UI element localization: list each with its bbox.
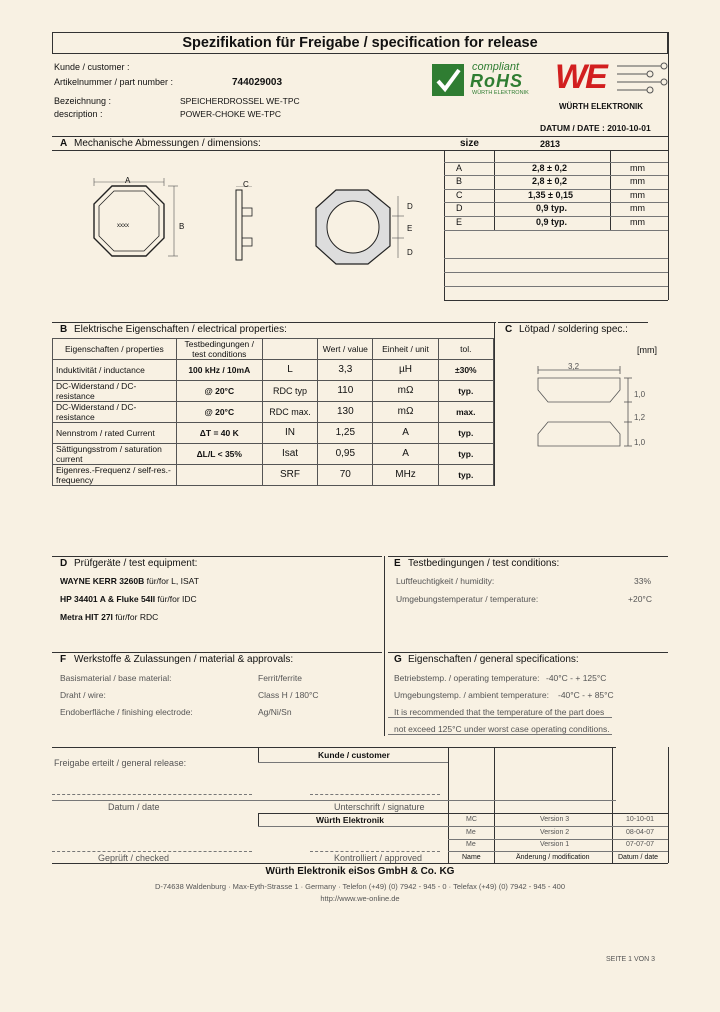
dimension-unit: mm	[630, 176, 645, 186]
size-value: 2813	[540, 139, 561, 149]
property-name: Eigenres.-Frequenz / self-res.-frequency	[53, 465, 177, 486]
dimension-name: D	[456, 203, 463, 213]
footer-company: Würth Elektronik eiSos GmbH & Co. KG	[265, 866, 455, 877]
test-condition	[176, 465, 262, 486]
tolerance: typ.	[438, 423, 493, 444]
designation-value: SPEICHERDROSSEL WE-TPC	[180, 96, 300, 106]
test-condition: ΔT = 40 K	[176, 423, 262, 444]
temperature-value: +20°C	[628, 594, 652, 604]
dimension-name: E	[456, 217, 463, 227]
section-d-title	[60, 558, 197, 569]
dimension-value: 2,8 ± 0,2	[532, 176, 567, 186]
electrical-properties-table	[52, 338, 494, 486]
brand-name: WÜRTH ELEKTRONIK	[559, 102, 643, 111]
symbol: RDC max.	[262, 402, 317, 423]
property-name: DC-Widerstand / DC-resistance	[53, 402, 177, 423]
solder-h3: 1,0	[634, 438, 646, 447]
section-b-title-text: Elektrische Eigenschaften / electrical properties:	[74, 324, 287, 335]
description-value: POWER-CHOKE WE-TPC	[180, 109, 282, 119]
customer-release-label: Kunde / customer	[318, 750, 390, 760]
equipment-purpose: für/for IDC	[155, 594, 197, 604]
rohs-sub-text: WÜRTH ELEKTRONIK	[472, 90, 529, 96]
dimension-row	[444, 176, 668, 189]
unit: A	[373, 423, 438, 444]
date-label: Datum / date	[108, 802, 160, 812]
solder-width: 3,2	[568, 362, 580, 371]
property-name: DC-Widerstand / DC-resistance	[53, 381, 177, 402]
dimension-unit: mm	[630, 217, 645, 227]
approved-label: Kontrolliert / approved	[334, 853, 423, 863]
part-number-value: 744029003	[232, 77, 283, 88]
rohs-text: RoHS	[470, 71, 523, 91]
table-row	[53, 444, 494, 465]
property-name: Nennstrom / rated Current	[53, 423, 177, 444]
footer-address: D-74638 Waldenburg · Max-Eyth-Strasse 1 · Germany · Telefon (+49) (0) 7942 - 945 - 0 · Telefax (+49) (0) 7942 - 945 - 400	[154, 882, 566, 891]
symbol: SRF	[262, 465, 317, 486]
table-header-row	[53, 339, 494, 360]
section-f-title-text: Werkstoffe & Zulassungen / material & approvals:	[74, 654, 294, 665]
table-row	[53, 423, 494, 444]
bottom-view-drawing	[310, 186, 420, 272]
signature-label: Unterschrift / signature	[334, 802, 425, 812]
tolerance: typ.	[438, 444, 493, 465]
dimension-unit: mm	[630, 203, 645, 213]
equipment-line	[60, 612, 158, 622]
label-d1: D	[407, 202, 413, 211]
section-e-letter: E	[394, 558, 401, 569]
equipment-name: HP 34401 A & Fluke 54II	[60, 594, 156, 604]
ambient-temp-value: -40°C - + 85°C	[558, 690, 614, 700]
section-e-title-text: Testbedingungen / test conditions:	[408, 558, 560, 569]
temp-note-line1: It is recommended that the temperature of the part does	[394, 707, 605, 717]
page-title: Spezifikation für Freigabe / specification for release	[52, 32, 668, 54]
section-a-letter: A	[60, 138, 68, 149]
finishing-value: Ag/Ni/Sn	[258, 707, 292, 717]
dimension-row	[444, 190, 668, 203]
rev-name: MC	[466, 816, 477, 823]
section-c-title	[505, 324, 628, 335]
equipment-purpose: für/for L, ISAT	[144, 576, 199, 586]
header-properties: Eigenschaften / properties	[53, 339, 177, 360]
test-condition: @ 20°C	[176, 402, 262, 423]
value: 0,95	[318, 444, 373, 465]
dimension-name: B	[456, 176, 463, 186]
rev-name: Me	[466, 829, 476, 836]
finishing-label: Endoberfläche / finishing electrode:	[60, 707, 193, 717]
dimension-value: 2,8 ± 0,2	[532, 163, 567, 173]
rev-date: 07-07-07	[626, 841, 655, 848]
section-e-title	[394, 558, 559, 569]
unit: MHz	[373, 465, 438, 486]
description-label: description :	[54, 109, 103, 119]
temp-note-line2: not exceed 125°C under worst case operating conditions.	[394, 724, 610, 734]
property-name: Induktivität / inductance	[53, 360, 177, 381]
rev-change: Version 3	[540, 816, 570, 823]
label-c: C	[243, 180, 249, 189]
we-release-label: Würth Elektronik	[316, 815, 385, 825]
dimension-name: C	[456, 190, 463, 200]
equipment-name: Metra HIT 27I	[60, 612, 113, 622]
table-row	[53, 360, 494, 381]
section-c-letter: C	[505, 324, 513, 335]
unit: mΩ	[373, 402, 438, 423]
tolerance: typ.	[438, 381, 493, 402]
we-logo-letters: WE	[555, 58, 606, 96]
unit: A	[373, 444, 438, 465]
dimension-row	[444, 217, 668, 230]
header-symbol	[262, 339, 317, 360]
symbol: IN	[262, 423, 317, 444]
page-number: SEITE 1 VON 3	[606, 956, 656, 963]
solder-h2: 1,2	[634, 413, 646, 422]
top-view-drawing	[84, 176, 194, 270]
tolerance: typ.	[438, 465, 493, 486]
humidity-label: Luftfeuchtigkeit / humidity:	[396, 576, 495, 586]
equipment-line	[60, 576, 199, 586]
label-b: B	[179, 222, 185, 231]
section-d-title-text: Prüfgeräte / test equipment:	[74, 558, 198, 569]
base-material-label: Basismaterial / base material:	[60, 673, 172, 683]
property-name: Sättigungsstrom / saturation current	[53, 444, 177, 465]
rev-change: Version 1	[540, 841, 570, 848]
rev-name: Me	[466, 841, 476, 848]
dimension-row	[444, 163, 668, 176]
humidity-value: 33%	[634, 576, 652, 586]
dimension-value: 0,9 typ.	[536, 203, 568, 213]
tolerance: max.	[438, 402, 493, 423]
we-logo	[555, 58, 670, 110]
section-b-letter: B	[60, 324, 68, 335]
equipment-name: WAYNE KERR 3260B	[60, 576, 145, 586]
symbol: RDC typ	[262, 381, 317, 402]
dimension-name: A	[456, 163, 463, 173]
test-condition: @ 20°C	[176, 381, 262, 402]
size-label: size	[460, 138, 479, 149]
wire-label: Draht / wire:	[60, 690, 106, 700]
general-release-label: Freigabe erteilt / general release:	[54, 758, 187, 768]
solder-h1: 1,0	[634, 390, 646, 399]
dimension-row	[444, 203, 668, 216]
value: 3,3	[318, 360, 373, 381]
operating-temp-value: -40°C - + 125°C	[546, 673, 607, 683]
operating-temp-label: Betriebstemp. / operating temperature:	[394, 673, 540, 683]
label-a: A	[125, 176, 131, 185]
unit: µH	[373, 360, 438, 381]
section-b-title	[60, 324, 287, 335]
footer-url[interactable]: http://www.we-online.de	[320, 894, 400, 903]
rev-change: Version 2	[540, 829, 570, 836]
side-view-drawing	[228, 186, 268, 266]
checked-label: Geprüft / checked	[98, 853, 170, 863]
dimension-value: 1,35 ± 0,15	[528, 190, 573, 200]
section-a-title	[60, 138, 261, 149]
test-condition: ΔL/L < 35%	[176, 444, 262, 465]
value: 110	[318, 381, 373, 402]
marking-xxxx: xxxx	[117, 223, 129, 229]
checkmark-icon	[432, 64, 464, 96]
table-row	[53, 402, 494, 423]
value: 130	[318, 402, 373, 423]
temperature-label: Umgebungstemperatur / temperature:	[396, 594, 539, 604]
label-d2: D	[407, 248, 413, 257]
table-row	[53, 381, 494, 402]
section-c-title-text: Lötpad / soldering spec.:	[519, 324, 628, 335]
value: 70	[318, 465, 373, 486]
unit: mΩ	[373, 381, 438, 402]
section-d-letter: D	[60, 558, 68, 569]
document-date: DATUM / DATE : 2010-10-01	[540, 123, 651, 133]
designation-label: Bezeichnung :	[54, 96, 112, 106]
section-f-letter: F	[60, 654, 67, 665]
ambient-temp-label: Umgebungstemp. / ambient temperature:	[394, 690, 549, 700]
section-g-title	[394, 654, 579, 665]
header-unit: Einheit / unit	[373, 339, 438, 360]
dimension-unit: mm	[630, 163, 645, 173]
rohs-logo	[432, 62, 548, 98]
section-g-letter: G	[394, 654, 402, 665]
base-material-value: Ferrit/ferrite	[258, 673, 302, 683]
rev-head-name: Name	[462, 854, 481, 861]
rev-date: 08-04-07	[626, 829, 655, 836]
rev-head-change: Änderung / modification	[516, 854, 590, 861]
header-conditions: Testbedingungen / test conditions	[176, 339, 262, 360]
section-a-title-text: Mechanische Abmessungen / dimensions:	[74, 138, 261, 149]
value: 1,25	[318, 423, 373, 444]
symbol: L	[262, 360, 317, 381]
rohs-compliant-text: compliant	[472, 61, 520, 73]
header-tolerance: tol.	[438, 339, 493, 360]
wire-value: Class H / 180°C	[258, 690, 319, 700]
tolerance: ±30%	[438, 360, 493, 381]
label-e: E	[407, 224, 413, 233]
equipment-line	[60, 594, 197, 604]
dimension-value: 0,9 typ.	[536, 217, 568, 227]
customer-label: Kunde / customer :	[54, 62, 130, 72]
section-g-title-text: Eigenschaften / general specifications:	[408, 654, 579, 665]
test-condition: 100 kHz / 10mA	[176, 360, 262, 381]
symbol: Isat	[262, 444, 317, 465]
table-row	[53, 465, 494, 486]
rev-date: 10-10-01	[626, 816, 655, 823]
header-value: Wert / value	[318, 339, 373, 360]
circuit-lines-icon	[617, 60, 669, 100]
dimension-unit: mm	[630, 190, 645, 200]
rev-head-date: Datum / date	[618, 854, 659, 861]
section-f-title	[60, 654, 293, 665]
equipment-purpose: für/for RDC	[112, 612, 159, 622]
part-number-label: Artikelnummer / part number :	[54, 77, 174, 87]
solder-unit: [mm]	[637, 345, 657, 355]
